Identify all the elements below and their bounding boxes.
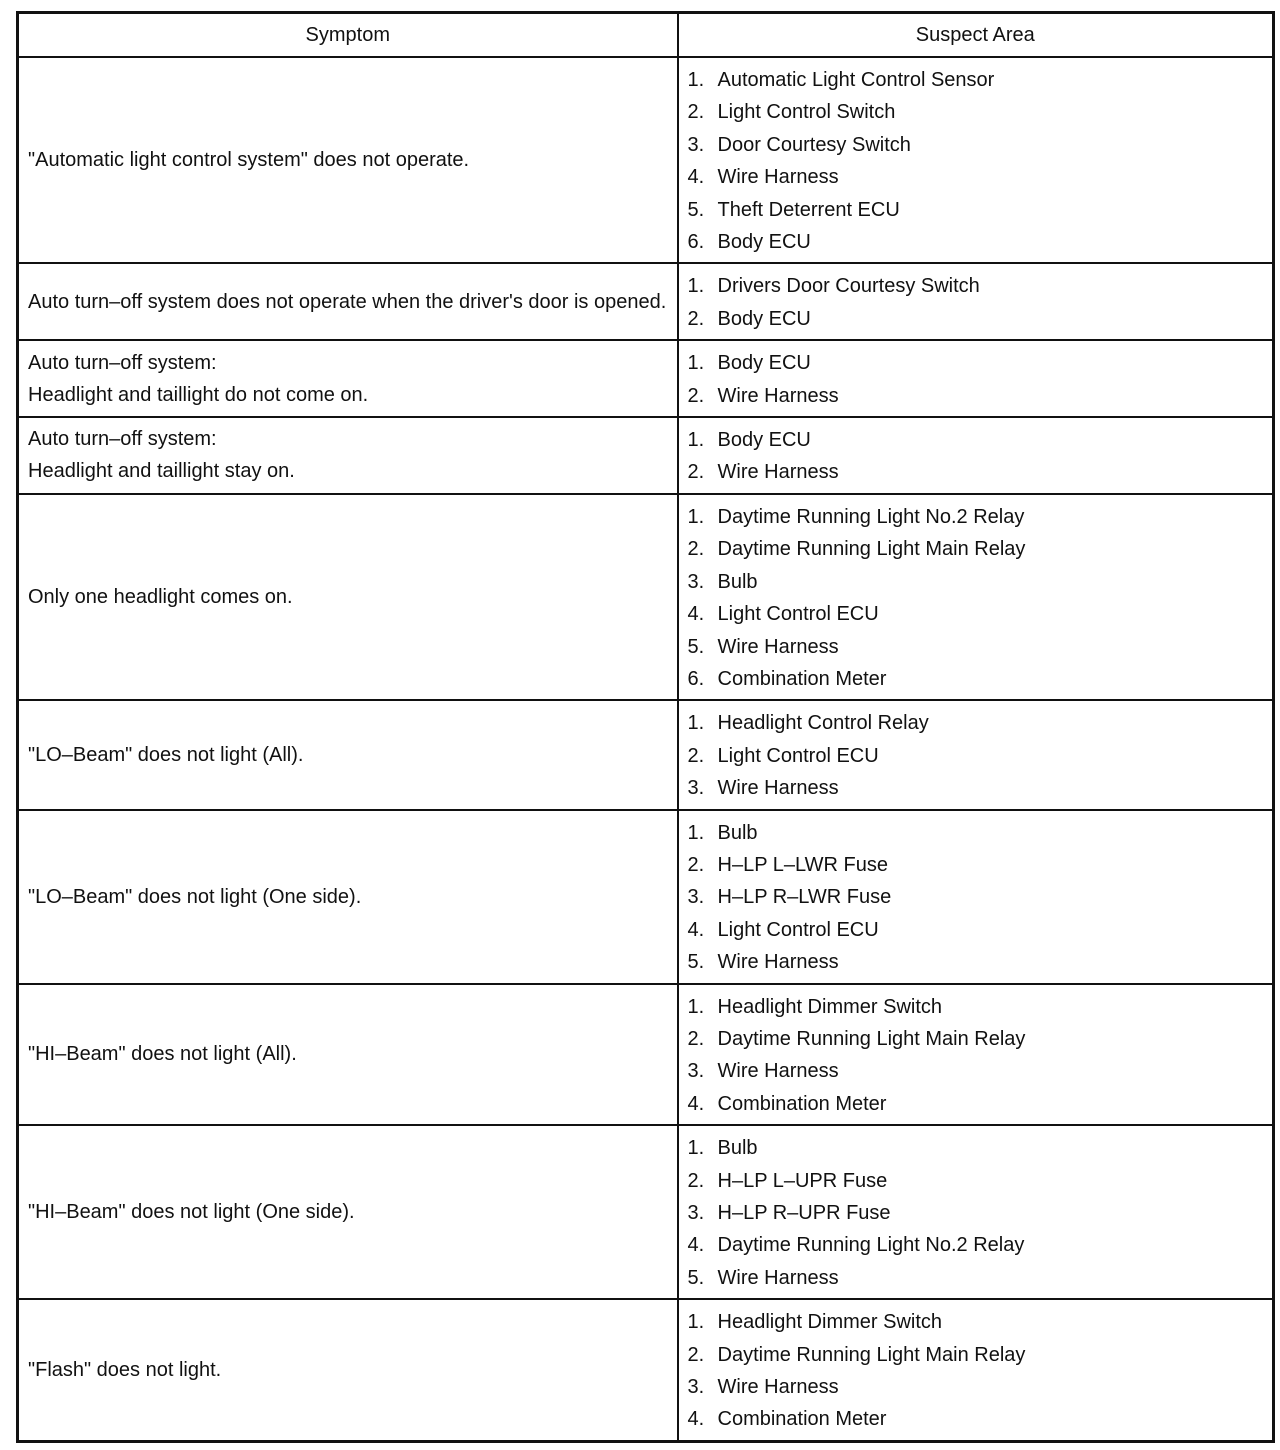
suspect-area-list	[679, 1126, 1273, 1298]
suspect-area-cell	[678, 494, 1274, 700]
suspect-area-list	[679, 701, 1273, 808]
suspect-area-cell	[678, 700, 1274, 809]
list-item	[688, 849, 1265, 881]
suspect-area-column-header: Suspect Area	[678, 13, 1274, 58]
list-item-number: 1.	[687, 1311, 705, 1334]
suspect-area-cell	[678, 984, 1274, 1126]
list-item-number: 5.	[687, 635, 705, 658]
list-item	[688, 1339, 1265, 1371]
list-item-number: 2.	[687, 307, 705, 330]
list-item	[688, 566, 1265, 598]
list-item-number: 2.	[687, 538, 705, 561]
list-item	[688, 1165, 1265, 1197]
list-item-text: Wire Harness	[717, 635, 839, 658]
list-item-number: 2.	[687, 853, 705, 876]
symptom-text	[19, 286, 677, 318]
symptom-line: "Automatic light control system" does not operate.	[28, 149, 470, 172]
list-item	[688, 663, 1265, 695]
list-item	[688, 456, 1265, 488]
list-item-text: Light Control ECU	[717, 744, 879, 767]
table-row	[18, 57, 1274, 263]
symptom-line: "LO–Beam" does not light (One side).	[28, 885, 362, 908]
header-row	[18, 13, 1274, 58]
list-item-number: 3.	[687, 1202, 705, 1224]
list-item-text: Body ECU	[717, 352, 811, 375]
list-item	[688, 914, 1265, 946]
table-row	[18, 494, 1274, 700]
list-item-number: 4.	[687, 1092, 705, 1115]
symptom-text	[19, 1196, 677, 1228]
list-item-text: Wire Harness	[717, 1266, 839, 1289]
list-item-text: Combination Meter	[717, 1408, 887, 1431]
symptom-cell	[18, 810, 678, 984]
list-item-number: 6.	[687, 667, 705, 690]
list-item	[688, 1132, 1265, 1164]
symptom-text	[19, 144, 677, 176]
list-item-number: 2.	[687, 1169, 705, 1192]
list-item-number: 4.	[687, 918, 705, 941]
list-item	[688, 881, 1265, 913]
list-item-number: 3.	[687, 886, 705, 909]
list-item-text: Bulb	[717, 570, 758, 593]
list-item	[688, 226, 1265, 258]
list-item-text: Light Control Switch	[717, 101, 896, 124]
list-item	[688, 1403, 1265, 1435]
list-item-text: Daytime Running Light Main Relay	[717, 538, 1026, 561]
table-row	[18, 1299, 1274, 1441]
suspect-area-list	[679, 495, 1273, 699]
list-item	[688, 501, 1265, 533]
suspect-area-list	[679, 418, 1273, 493]
suspect-area-cell	[678, 417, 1274, 494]
list-item-number: 1.	[687, 429, 705, 452]
list-item-number: 3.	[687, 777, 705, 800]
list-item-text: Wire Harness	[717, 461, 839, 484]
list-item-text: H–LP R–UPR Fuse	[717, 1202, 891, 1224]
list-item	[688, 991, 1265, 1023]
list-item-number: 4.	[687, 166, 705, 189]
list-item-number: 3.	[687, 1376, 705, 1399]
list-item	[688, 347, 1265, 379]
suspect-area-cell	[678, 810, 1274, 984]
troubleshooting-table-container	[16, 11, 1272, 1443]
list-item	[688, 424, 1265, 456]
list-item	[688, 1197, 1265, 1229]
symptom-text	[19, 423, 677, 487]
list-item-text: Combination Meter	[717, 1092, 887, 1115]
list-item-number: 1.	[687, 69, 705, 91]
symptom-line: Auto turn–off system:	[28, 351, 217, 374]
list-item-text: Body ECU	[717, 231, 811, 254]
list-item	[688, 740, 1265, 772]
list-item	[688, 817, 1265, 849]
list-item	[688, 1023, 1265, 1055]
suspect-area-cell	[678, 57, 1274, 263]
list-item-text: Body ECU	[717, 307, 811, 330]
list-item	[688, 64, 1265, 96]
list-item	[688, 598, 1265, 630]
symptom-text	[19, 347, 677, 411]
list-item-text: Daytime Running Light No.2 Relay	[717, 1234, 1025, 1257]
symptom-line: "HI–Beam" does not light (All).	[28, 1043, 297, 1066]
list-item-text: Theft Deterrent ECU	[717, 198, 900, 221]
table-row	[18, 810, 1274, 984]
list-item-number: 1.	[687, 1137, 705, 1160]
table-body	[18, 57, 1274, 1441]
symptom-text	[19, 581, 677, 613]
list-item	[688, 772, 1265, 804]
list-item	[688, 533, 1265, 565]
list-item-text: Drivers Door Courtesy Switch	[717, 275, 980, 298]
list-item-text: Daytime Running Light Main Relay	[717, 1027, 1026, 1050]
list-item-text: Light Control ECU	[717, 603, 879, 626]
list-item	[688, 1306, 1265, 1338]
table-row	[18, 263, 1274, 340]
list-item-text: Wire Harness	[717, 777, 839, 800]
list-item	[688, 1088, 1265, 1120]
symptom-line: Auto turn–off system does not operate when the driver's door is opened.	[28, 290, 667, 313]
list-item-text: Bulb	[717, 1137, 758, 1160]
list-item-text: H–LP L–LWR Fuse	[717, 853, 888, 876]
suspect-area-cell	[678, 1299, 1274, 1441]
symptom-line: Auto turn–off system:	[28, 428, 217, 451]
symptom-text	[19, 1354, 677, 1386]
suspect-area-list	[679, 341, 1273, 416]
symptom-column-header: Symptom	[18, 13, 678, 58]
list-item	[688, 946, 1265, 978]
list-item-text: Combination Meter	[717, 667, 887, 690]
list-item	[688, 96, 1265, 128]
list-item-number: 5.	[687, 198, 705, 221]
table-row	[18, 417, 1274, 494]
table-row	[18, 700, 1274, 809]
list-item-text: Automatic Light Control Sensor	[717, 69, 995, 91]
list-item-number: 1.	[687, 712, 705, 735]
symptom-cell	[18, 263, 678, 340]
suspect-area-list	[679, 1300, 1273, 1440]
list-item	[688, 380, 1265, 412]
suspect-area-list	[679, 811, 1273, 983]
symptom-cell	[18, 1299, 678, 1441]
list-item-number: 2.	[687, 384, 705, 407]
list-item-text: Headlight Dimmer Switch	[717, 995, 943, 1018]
list-item-text: Daytime Running Light Main Relay	[717, 1343, 1026, 1366]
table-row	[18, 340, 1274, 417]
suspect-area-list	[679, 58, 1273, 262]
list-item	[688, 1229, 1265, 1261]
list-item-text: Bulb	[717, 821, 758, 844]
symptom-text	[19, 1038, 677, 1070]
list-item-text: Wire Harness	[717, 1376, 839, 1399]
list-item-number: 2.	[687, 1343, 705, 1366]
list-item-text: Wire Harness	[717, 951, 839, 974]
suspect-area-list	[679, 264, 1273, 339]
symptom-line: Headlight and taillight stay on.	[28, 460, 295, 483]
symptom-line: Headlight and taillight do not come on.	[28, 383, 369, 406]
list-item-text: Wire Harness	[717, 384, 839, 407]
troubleshooting-table	[16, 11, 1275, 1443]
symptom-line: "LO–Beam" does not light (All).	[28, 743, 304, 766]
symptom-cell	[18, 417, 678, 494]
symptom-line: "Flash" does not light.	[28, 1359, 222, 1382]
list-item-number: 1.	[687, 275, 705, 298]
symptom-text	[19, 739, 677, 771]
list-item	[688, 129, 1265, 161]
list-item	[688, 707, 1265, 739]
list-item	[688, 303, 1265, 335]
list-item-text: Wire Harness	[717, 166, 839, 189]
symptom-text	[19, 881, 677, 913]
list-item-number: 4.	[687, 1234, 705, 1257]
list-item	[688, 1262, 1265, 1294]
list-item-number: 2.	[687, 461, 705, 484]
list-item-number: 1.	[687, 352, 705, 375]
list-item-number: 5.	[687, 951, 705, 974]
list-item-number: 6.	[687, 231, 705, 254]
list-item	[688, 161, 1265, 193]
symptom-cell	[18, 494, 678, 700]
list-item	[688, 1371, 1265, 1403]
list-item-text: H–LP R–LWR Fuse	[717, 886, 892, 909]
suspect-area-cell	[678, 1125, 1274, 1299]
list-item-number: 2.	[687, 744, 705, 767]
suspect-area-list	[679, 985, 1273, 1125]
list-item-text: Door Courtesy Switch	[717, 133, 911, 156]
symptom-cell	[18, 700, 678, 809]
list-item	[688, 631, 1265, 663]
list-item-number: 2.	[687, 101, 705, 124]
list-item-number: 1.	[687, 995, 705, 1018]
list-item-number: 2.	[687, 1027, 705, 1050]
symptom-cell	[18, 340, 678, 417]
table-row	[18, 984, 1274, 1126]
list-item-number: 4.	[687, 1408, 705, 1431]
list-item	[688, 194, 1265, 226]
suspect-area-cell	[678, 263, 1274, 340]
list-item	[688, 270, 1265, 302]
symptom-line: Only one headlight comes on.	[28, 586, 293, 609]
list-item-number: 3.	[687, 570, 705, 593]
list-item-text: H–LP L–UPR Fuse	[717, 1169, 888, 1192]
list-item-text: Body ECU	[717, 429, 811, 452]
suspect-area-cell	[678, 340, 1274, 417]
symptom-line: "HI–Beam" does not light (One side).	[28, 1201, 355, 1224]
list-item-text: Light Control ECU	[717, 918, 879, 941]
list-item	[688, 1055, 1265, 1087]
list-item-text: Headlight Dimmer Switch	[717, 1311, 943, 1334]
list-item-number: 1.	[687, 821, 705, 844]
list-item-text: Wire Harness	[717, 1060, 839, 1083]
list-item-number: 1.	[687, 505, 705, 528]
table-row	[18, 1125, 1274, 1299]
list-item-text: Daytime Running Light No.2 Relay	[717, 505, 1025, 528]
list-item-number: 3.	[687, 133, 705, 156]
list-item-number: 4.	[687, 603, 705, 626]
list-item-number: 3.	[687, 1060, 705, 1083]
symptom-cell	[18, 984, 678, 1126]
symptom-cell	[18, 57, 678, 263]
symptom-cell	[18, 1125, 678, 1299]
list-item-number: 5.	[687, 1266, 705, 1289]
list-item-text: Headlight Control Relay	[717, 712, 929, 735]
